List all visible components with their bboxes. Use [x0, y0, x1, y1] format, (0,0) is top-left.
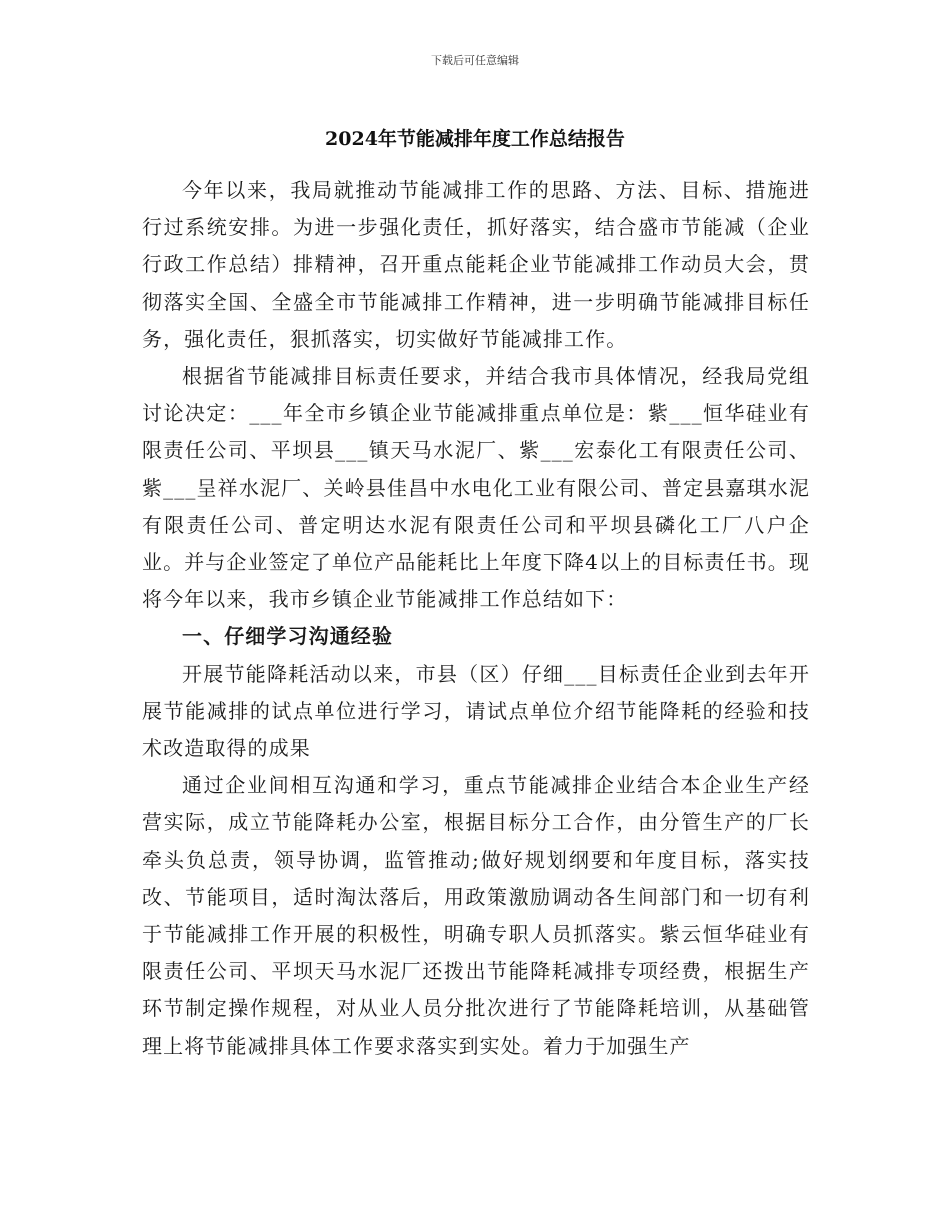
- paragraph-intro: 今年以来，我局就推动节能减排工作的思路、方法、目标、措施进行过系统安排。为进一步强化责任，抓好落实，结合盛市节能减（企业行政工作总结）排精神，召开重点能耗企业节能减排工作动员大会，贯彻落实全国、全盛全市节能减排工作精神，进一步明确节能减排目标任务，强化责任，狠抓落实，切实做好节能减排工作。: [142, 178, 810, 351]
- header-note: 下载后可任意编辑: [431, 54, 519, 67]
- document-title: 2024年节能减排年度工作总结报告: [325, 128, 625, 150]
- document-body: [142, 172, 810, 1065]
- section-heading-1: 一、仔细学习沟通经验: [182, 624, 393, 649]
- paragraph-key-units: 根据省节能减排目标责任要求，并结合我市具体情况，经我局党组讨论决定：___年全市乡镇企业节能减排重点单位是：紫___恒华硅业有限责任公司、平坝县___镇天马水泥厂、紫___宏泰化工有限责任公司、紫___呈祥水泥厂、关岭县佳昌中水电化工业有限公司、普定县嘉琪水泥有限责任公司、普定明达水泥有限责任公司和平坝县磷化工厂八户企业。并与企业签定了单位产品能耗比上年度下降4以上的目标责任书。现将今年以来，我市乡镇企业节能减排工作总结如下：: [142, 364, 810, 612]
- paragraph-section1-1: 开展节能降耗活动以来，市县（区）仔细___目标责任企业到去年开展节能减排的试点单位进行学习，请试点单位介绍节能降耗的经验和技术改造取得的成果: [142, 661, 810, 761]
- paragraph-section1-2: 通过企业间相互沟通和学习，重点节能减排企业结合本企业生产经营实际，成立节能降耗办公室，根据目标分工合作，由分管生产的厂长牵头负总责，领导协调，监管推动;做好规划纲要和年度目标，落实技改、节能项目，适时淘汰落后，用政策激励调动各生间部门和一切有利于节能减排工作开展的积极性，明确专职人员抓落实。紫云恒华硅业有限责任公司、平坝天马水泥厂还拨出节能降耗减排专项经费，根据生产环节制定操作规程，对从业人员分批次进行了节能降耗培训，从基础管理上将节能减排具体工作要求落实到实处。着力于加强生产: [142, 773, 810, 1058]
